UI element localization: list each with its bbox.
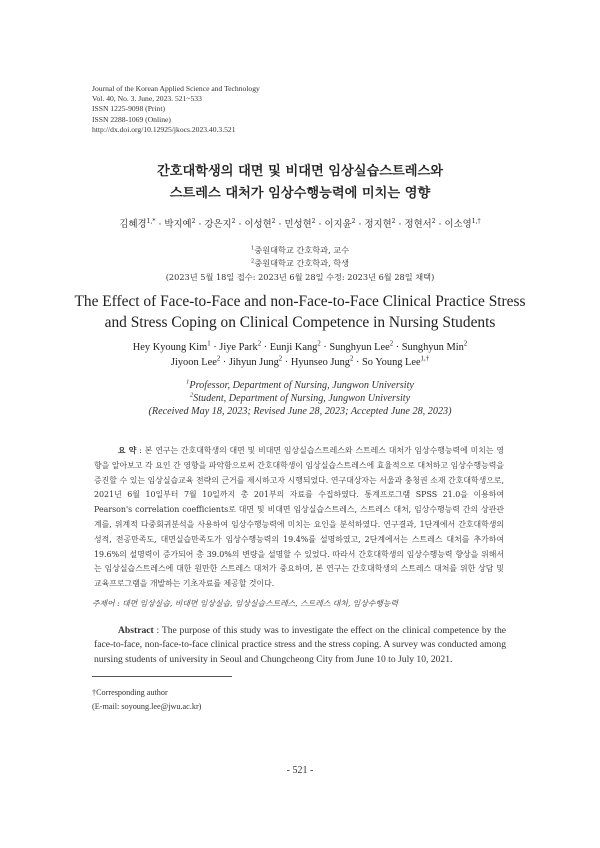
- author-name: So Young Lee: [362, 357, 421, 368]
- journal-volume: Vol. 40, No. 3. June, 2023. 521~533: [92, 94, 202, 104]
- author-name: 김혜경: [119, 219, 147, 230]
- korean-keywords: 주제어 : 대면 임상실습, 비대면 임상실습, 임상실습스트레스, 스트레스 대처, 임상수행능력: [92, 599, 398, 608]
- author-name: 정지현: [364, 219, 392, 230]
- english-affiliation-1: Professor, Department of Nursing, Jungwon University: [189, 380, 414, 391]
- doi-link[interactable]: http://dx.doi.org/10.12925/jkocs.2023.40.3.521: [92, 124, 236, 134]
- english-title-line1: The Effect of Face-to-Face and non-Face-to-Face Clinical Practice Stress: [74, 293, 526, 310]
- english-abstract-label: Abstract: [118, 625, 154, 636]
- author-separator: ·: [235, 219, 245, 230]
- author-name: 이성현: [244, 219, 272, 230]
- author-affiliation-marker: 2: [389, 340, 394, 348]
- author-name: Hyunseo Jung: [290, 357, 350, 368]
- english-affiliation-2: Student, Department of Nursing, Jungwon University: [193, 393, 411, 404]
- author-name: Jiye Park: [219, 342, 258, 353]
- author-affiliation-marker: 2: [278, 355, 283, 363]
- aff-marker: 2: [189, 391, 194, 399]
- issn-print: ISSN 1225-9098 (Print): [92, 104, 165, 114]
- korean-author-list: [0, 216, 600, 230]
- author-separator: ·: [395, 219, 405, 230]
- aff-marker: 2: [250, 258, 255, 265]
- author-separator: ·: [320, 342, 330, 353]
- footnote: [92, 686, 201, 713]
- author-separator: ·: [210, 342, 220, 353]
- author-separator: ·: [282, 357, 291, 368]
- author-name: Jihyun Jung: [228, 357, 279, 368]
- author-name: Sunghyun Min: [401, 342, 464, 353]
- footnote-divider: [92, 676, 232, 677]
- english-authors-line2: [0, 355, 600, 370]
- corresponding-email[interactable]: (E-mail: soyoung.lee@jwu.ac.kr): [92, 701, 202, 711]
- author-separator: ·: [220, 357, 229, 368]
- corresponding-author: †Corresponding author: [92, 688, 168, 697]
- author-separator: ·: [155, 219, 165, 230]
- author-affiliation-marker: 2: [391, 217, 396, 225]
- author-affiliation-marker: 2: [431, 217, 436, 225]
- korean-abstract-label: 요 약: [118, 446, 137, 455]
- journal-name: Journal of the Korean Applied Science and Technology: [92, 84, 260, 93]
- korean-title-line2: 스트레스 대처가 임상수행능력에 미치는 영향: [169, 186, 431, 201]
- author-name: Eunji Kang: [269, 342, 318, 353]
- english-dates: (Received May 18, 2023; Revised June 28, 2023; Accepted June 28, 2023): [148, 406, 452, 417]
- author-separator: ·: [315, 219, 325, 230]
- author-affiliation-marker: 1,*: [146, 217, 156, 225]
- author-affiliation-marker: 1: [207, 340, 211, 348]
- korean-affiliations: [0, 244, 600, 284]
- author-name: 강은지: [204, 219, 232, 230]
- author-name: 이지윤: [324, 219, 352, 230]
- author-affiliation-marker: 2: [351, 217, 356, 225]
- author-separator: ·: [261, 342, 270, 353]
- author-affiliation-marker: 2: [257, 340, 262, 348]
- english-authors-line1: [0, 340, 600, 355]
- english-affiliations: [0, 379, 600, 418]
- author-name: 박지예: [164, 219, 192, 230]
- author-separator: ·: [353, 357, 363, 368]
- author-name: 정현서: [404, 219, 432, 230]
- korean-affiliation-1: 중원대학교 간호학과, 교수: [254, 245, 350, 255]
- english-title-line2: and Stress Coping on Clinical Competence in Nursing Students: [104, 313, 496, 331]
- korean-abstract-text: : 본 연구는 간호대학생의 대면 및 비대면 임상실습스트레스와 스트레스 대처가 임상수행능력에 미치는 영향을 알아보고 각 요인 간 영향을 파악함으로써 간호대학생이 임상실습스트레스에 효율적으로 대처하고 임상수행능력을 증진할 수 있는 임상실습교육 전략의 근거를 제시하고자 시행되었다. 연구대상자는 서울과 충청권 소재 간호대학생으로, 2021년 6월 10일부터 7월 10일까지 총 201부의 자료를 수집하였다. 통계프로그램 SPSS 21.0을 이용하여 Pearson's correlation coefficients로 대면 및 비대면 임상실습스트레스, 스트레스 대처, 임상수행능력 간의 상관관계를, 위계적 다중회귀분석을 사용하여 임상수행능력에 미치는 요인을 분석하였다. 연구결과, 1단계에서 간호대학생의 성적, 전공만족도, 대면실습만족도가 임상수행능력의 19.4%를 설명하였고, 2단계에서는 스트레스 대처를 추가하여 19.6%의 설명력이 증가되어 총 39.0%의 변량을 설명할 수 있었다. 따라서 간호대학생의 임상수행능력 향상을 위해서는 임상실습스트레스에 대한 원만한 스트레스 대처가 중요하며, 본 연구는 간호대학생의 스트레스 대처를 위한 상담 및 교육프로그램을 개발하는 기초자료를 제공할 것이다.: [94, 446, 505, 589]
- author-name: 이소영: [444, 219, 472, 230]
- author-affiliation-marker: 1,†: [420, 355, 430, 363]
- author-affiliation-marker: 2: [311, 217, 316, 225]
- author-affiliation-marker: 2: [231, 217, 236, 225]
- english-abstract: [94, 624, 506, 667]
- english-author-list: [0, 340, 600, 370]
- english-title: [0, 292, 600, 333]
- page-number: - 521 -: [286, 765, 314, 776]
- korean-abstract: [94, 444, 504, 592]
- author-name: 민성현: [284, 219, 312, 230]
- author-separator: ·: [275, 219, 285, 230]
- author-affiliation-marker: 2: [317, 340, 321, 348]
- author-name: Hey Kyoung Kim: [132, 342, 208, 353]
- author-separator: ·: [435, 219, 445, 230]
- english-abstract-text: : The purpose of this study was to investigate the effect on the clinical competence by the face-to-face, non-face-to-face clinical practice stress and the stress coping. A survey was conducted among nursing students of university in Seoul and Chungcheong City from June 10 to July 10, 2021.: [94, 625, 506, 665]
- author-separator: ·: [393, 342, 402, 353]
- author-separator: ·: [355, 219, 365, 230]
- author-name: Jiyoon Lee: [170, 357, 217, 368]
- author-affiliation-marker: 2: [350, 355, 354, 363]
- author-affiliation-marker: 2: [191, 217, 196, 225]
- author-affiliation-marker: 2: [216, 355, 221, 363]
- korean-dates: (2023년 5월 18일 접수: 2023년 6월 28일 수정: 2023년 6월 28일 채택): [165, 271, 435, 282]
- author-affiliation-marker: 2: [463, 340, 468, 348]
- author-separator: ·: [195, 219, 205, 230]
- author-affiliation-marker: 2: [271, 217, 276, 225]
- aff-marker: 1: [250, 245, 255, 252]
- author-affiliation-marker: 1,†: [471, 217, 481, 225]
- korean-title: [0, 161, 600, 205]
- journal-header: [92, 84, 260, 135]
- aff-marker: 1: [186, 378, 190, 386]
- issn-online: ISSN 2288-1069 (Online): [92, 114, 171, 124]
- author-name: Sunghyun Lee: [329, 342, 390, 353]
- korean-title-line1: 간호대학생의 대면 및 비대면 임상실습스트레스와: [157, 164, 443, 179]
- korean-affiliation-2: 중원대학교 간호학과, 학생: [254, 258, 350, 269]
